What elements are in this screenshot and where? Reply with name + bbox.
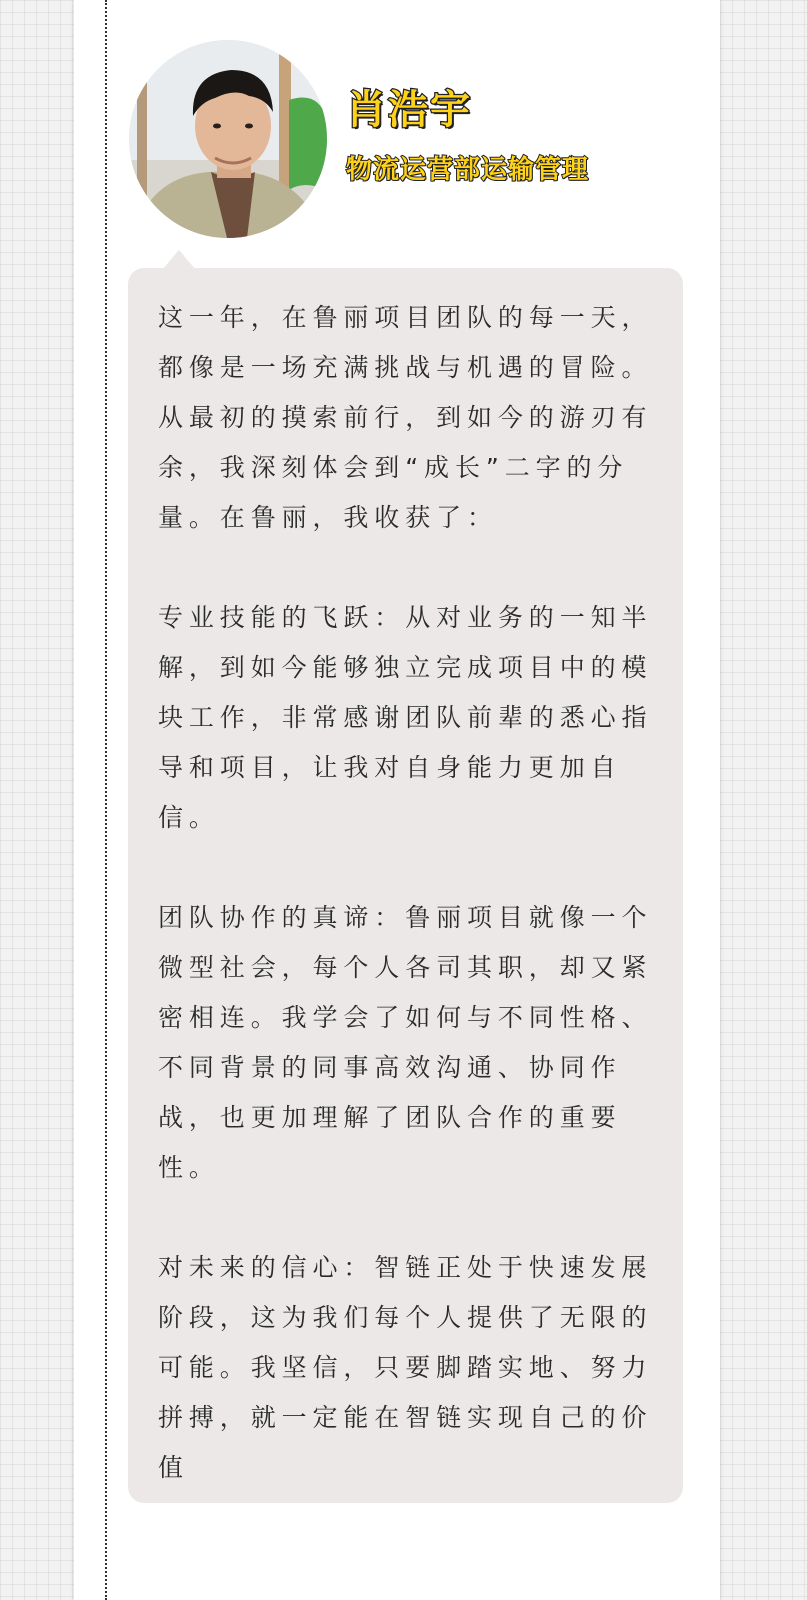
avatar bbox=[129, 40, 327, 238]
department-title: 物流运营部运输管理 bbox=[346, 155, 590, 185]
speech-bubble bbox=[128, 268, 683, 1503]
paragraph-skills: 专业技能的飞跃：从对业务的一知半解，到如今能够独立完成项目中的模块工作，非常感谢团队前辈的悉心指导和项目，让我对自身能力更加自信。 bbox=[158, 603, 653, 832]
speech-bubble-tail bbox=[162, 250, 196, 270]
paragraph-intro: 这一年，在鲁丽项目团队的每一天，都像是一场充满挑战与机遇的冒险。从最初的摸索前行，到如今的游刃有余，我深刻体会到“成长”二字的分量。在鲁丽，我收获了： bbox=[158, 303, 653, 532]
avatar-photo bbox=[129, 40, 327, 238]
person-name: 肖浩宇 bbox=[346, 87, 472, 133]
paragraph-teamwork: 团队协作的真谛：鲁丽项目就像一个微型社会，每个人各司其职，却又紧密相连。我学会了如何与不同性格、不同背景的同事高效沟通、协同作战，也更加理解了团队合作的重要性。 bbox=[158, 903, 653, 1182]
dotted-margin-line bbox=[105, 0, 107, 1600]
paragraph-future: 对未来的信心：智链正处于快速发展阶段，这为我们每个人提供了无限的可能。我坚信，只要脚踏实地、努力拼搏，就一定能在智链实现自己的价值 bbox=[158, 1253, 653, 1482]
